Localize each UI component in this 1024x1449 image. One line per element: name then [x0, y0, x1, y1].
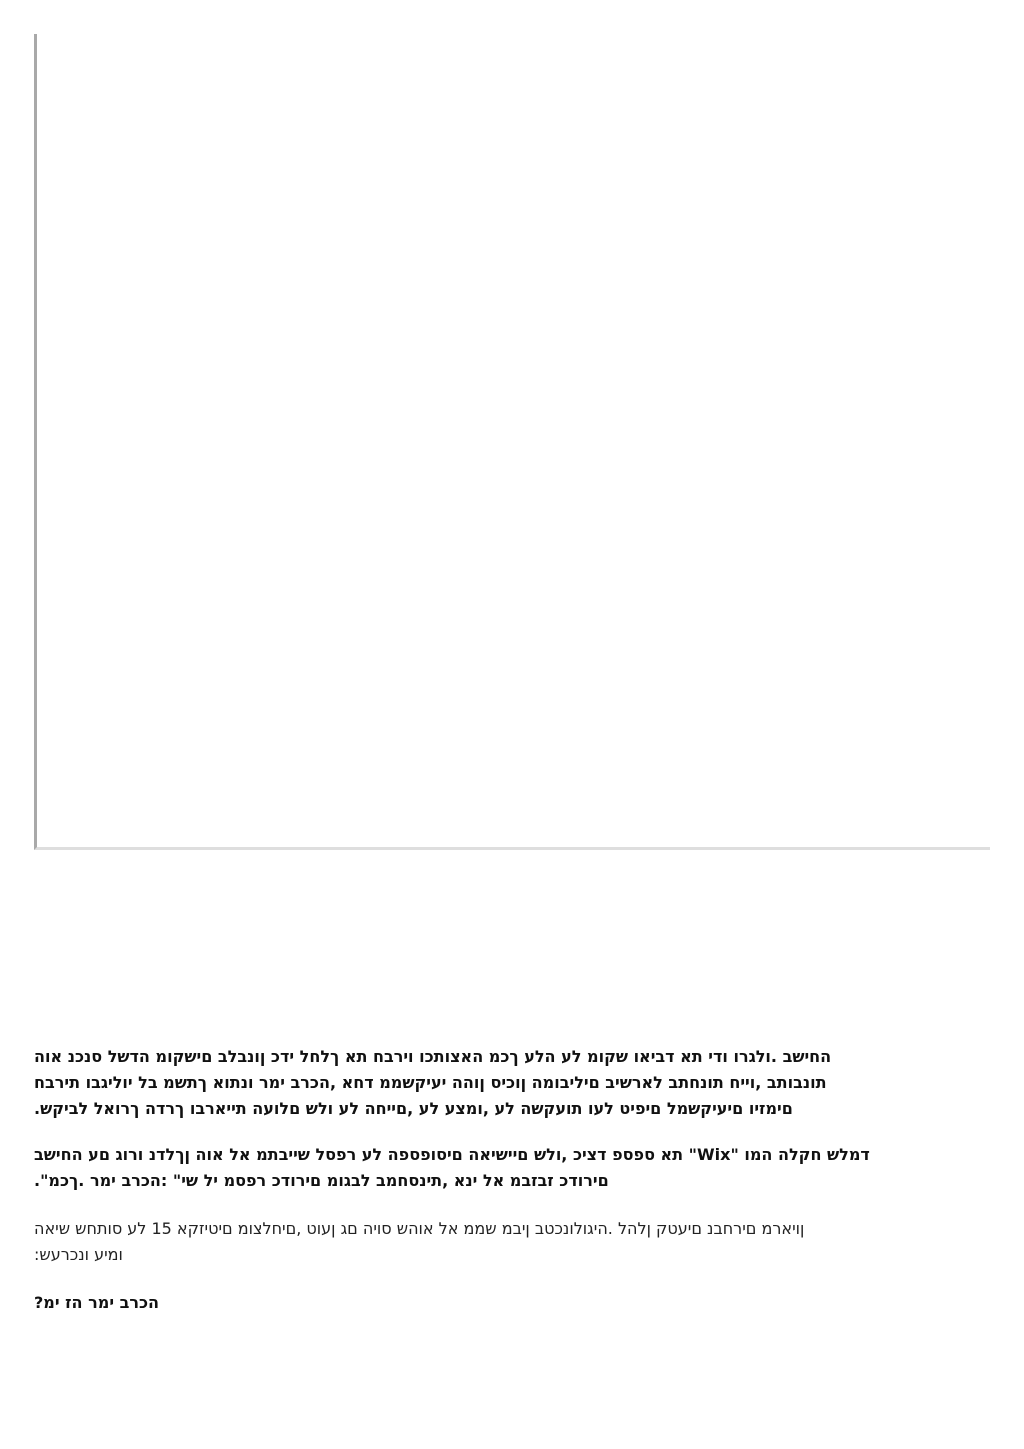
- quote-paragraph: [34, 1142, 992, 1194]
- text-line: החישב .ולגרו ודי תא דביאו שקומ לע הלע ךכמ האצותכו וירבח תא ךלחל ידכ ןונבלב םישקומ הדשל סנכנ אוה: [34, 1047, 832, 1066]
- text-line: הכרב ימר הז ימ?: [34, 1293, 160, 1312]
- intro-paragraph: [34, 1044, 946, 1122]
- text-line: תונבותב ,וייח תונחתב לארשיב םיליבומה ןוכיס ןוהה יעיקשממ דחא ,הכרב ימר ונתוא ךתשמ בל יוליגבו תירבח: [34, 1073, 827, 1092]
- text-line: ןויארמ םירחבנ םיעטק ןלהל .היגולונכטב ןיבמ שממ אל אוהש סויה םג ןעוט ,םיחלצומ םיטיזקא 15 לע סותחש שיאה: [34, 1219, 805, 1238]
- text-line: םימזיו םיעיקשמל םיפיט לעו תועקשה לע ,ומצע לע ,םייחה לע ולש םלועה תייארבו ךרדה ךרואל לביקש.: [34, 1099, 793, 1118]
- text-line: םירודכ זבזבמ אל ינא ,תינסחמב לבגומ םירודכ רפסמ יל שי" :הכרב ימר .ךכמ".: [34, 1171, 609, 1190]
- body-paragraph: [34, 1216, 946, 1268]
- section-heading: [34, 1290, 992, 1316]
- text-line: דמלש חקלה המו "Wix" תא ספספ דציכ ,ולש םיישיאה םיסופספה לע רפסל שייבתמ אל אוה ןךלדנ ורוג םע החישב: [34, 1145, 870, 1164]
- article-body: [34, 1044, 992, 1316]
- text-line: ומיע ונכרעש:: [34, 1245, 123, 1264]
- embedded-media-frame: [34, 34, 990, 850]
